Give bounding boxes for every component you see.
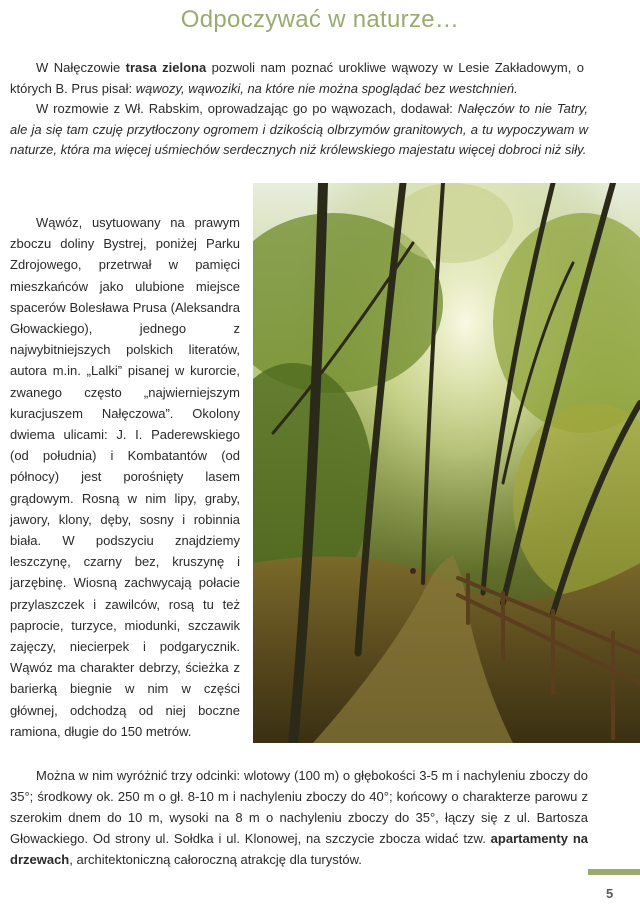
prus-quote: wąwozy, wąwoziki, na które nie można spoglądać bez westchnień. — [135, 80, 518, 96]
intro-text: W Nałęczowie — [36, 60, 126, 75]
rabski-paragraph — [10, 99, 588, 161]
intro-text-cont: pozwoli nam poznać urokliwe wąwozy w Lesie Zakładowym, o których B. Prus pisał: — [10, 60, 584, 96]
footer-accent-bar — [588, 869, 640, 875]
page-number: 5 — [606, 886, 614, 901]
ravine-description: Wąwóz, usytuowany na prawym zboczu doliny Bystrej, poniżej Parku Zdrojowego, przetrwał w pamięci mieszkańców jako ulubione miejsce spacerów Bolesława Prusa (Aleksandra Głowackiego), jednego z najwybitniejszych polskich literatów, autora m.in. „Lalki” pisanej w kurorcie, zwanego często „najwierniejszym kuracjuszem Nałęczowa”. Okolony dwiema ulicami: J. I. Paderewskiego (od południa) i Kombatantów (od północy) jest porośnięty lasem grądowym. Rosną w nim lipy, graby, jawory, klony, dęby, sosny i robinnia biała. W podszyciu znajdziemy leszczynę, czarny bez, kruszynę i jarzębinę. Wiosną zachwycają połacie przylaszczek i zawilców, rosą tu też paprocie, turzyce, miodunki, szczawik zajęczy, niecierpek i podgarycznik. Wąwóz ma charakter debrzy, ścieżka z barierką biegnie w nim w części głównej, odchodzą od niej boczne ramiona, długie do 150 metrów. — [10, 215, 240, 739]
rabski-quote: Nałęczów to nie Tatry, ale ja się tam czuję przytłoczony ogromem i dzikością olbrzymów granitowych, a tu wypoczywam w naturze, która ma więcej uśmiechów serdecznych niż królewskiego majestatu więcej dobroci niż siły. — [10, 101, 588, 158]
trail-name: trasa zielona — [125, 60, 207, 75]
treehouse-apartments: apartamenty na drzewach — [10, 831, 588, 867]
rabski-text: W rozmowie z Wł. Rabskim, oprowadzając go po wąwozach, dodawał: — [36, 101, 458, 116]
forest-ravine-image — [253, 183, 640, 743]
sections-paragraph — [10, 765, 588, 870]
page-title: Odpoczywać w naturze… — [180, 6, 460, 33]
sections-text-end: , architektoniczną całoroczną atrakcję dla turystów. — [69, 852, 362, 867]
sections-text: Można w nim wyróżnić trzy odcinki: wlotowy (100 m) o głębokości 3-5 m i nachyleniu zboczy do 35°; środkowy ok. 250 m o gł. 8-10 m i nachyleniu zboczy do 40°; końcowy o charakterze parowu z szerokim dnem do 10 m, wysoki na 8 m o nachyleniu zboczy do 35°, łączy się z ul. Bartosza Głowackiego. Od strony ul. Sołdka i ul. Klonowej, na szczycie zbocza widać tzw. — [10, 768, 588, 846]
intro-paragraph — [10, 58, 584, 99]
forest-ravine-photo — [253, 183, 640, 743]
